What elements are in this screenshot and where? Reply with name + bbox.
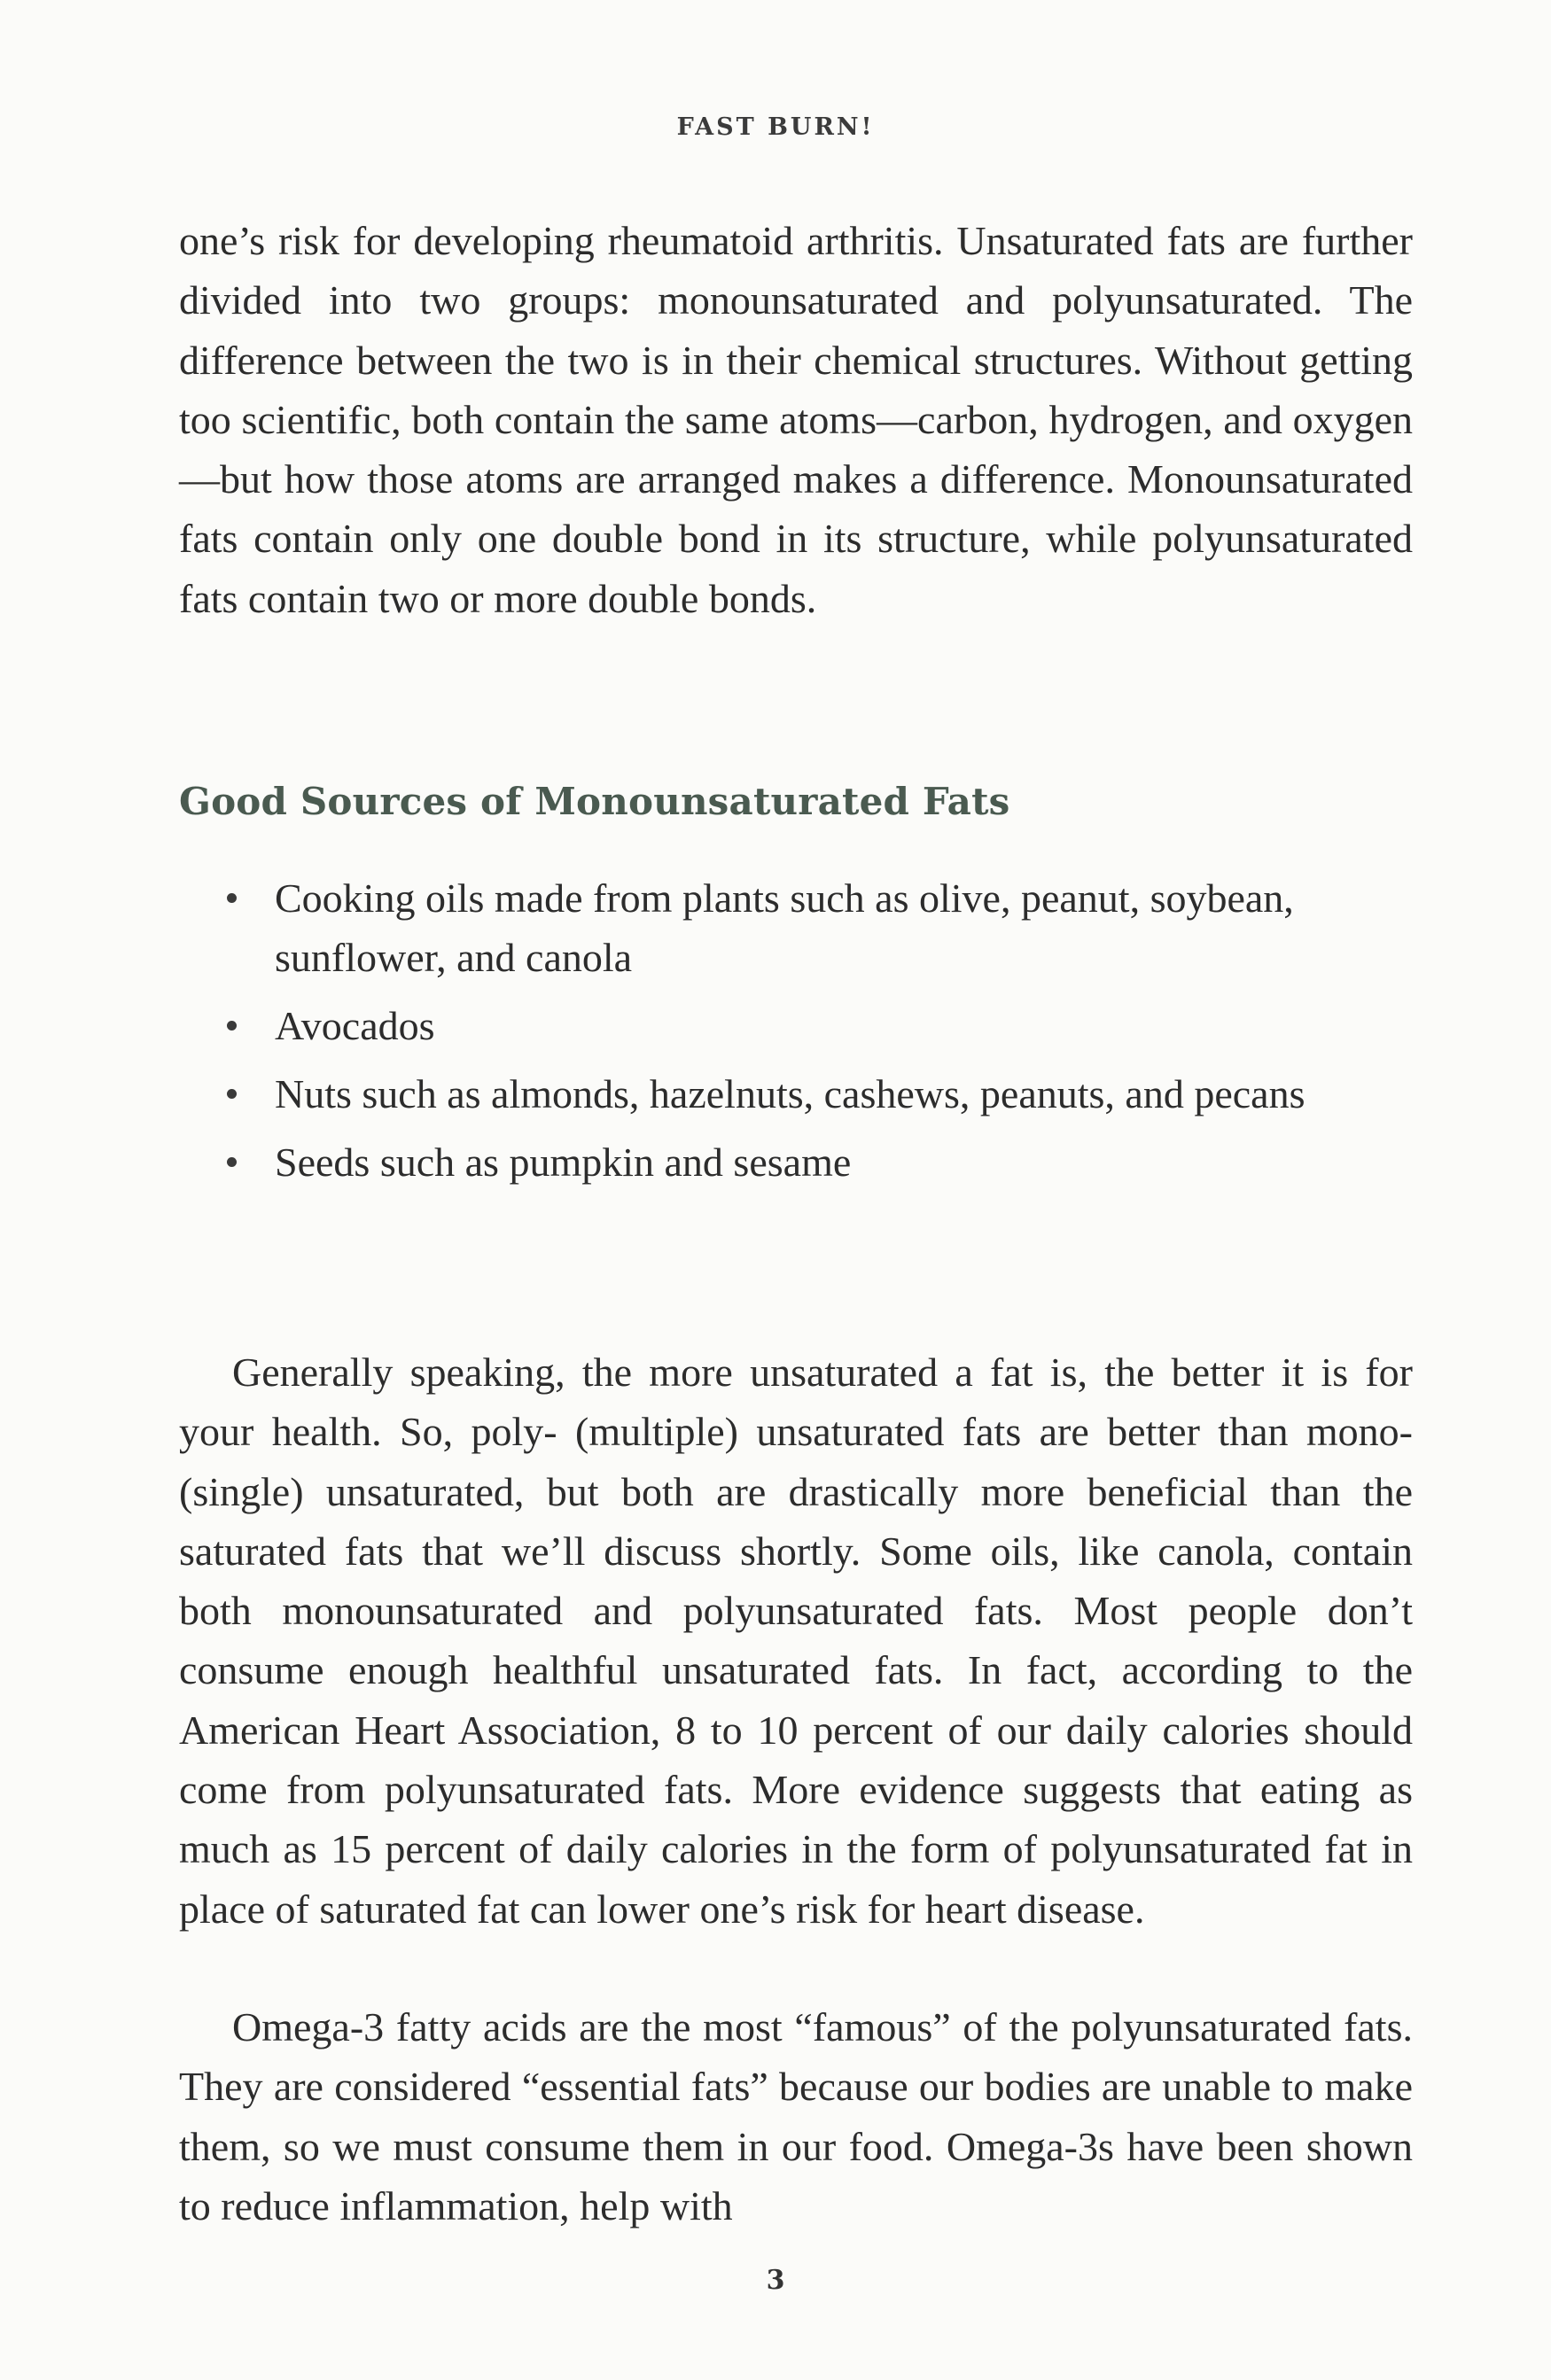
- list-item: [179, 996, 1413, 1055]
- list-item: [179, 868, 1413, 987]
- bullet-icon: [227, 1157, 237, 1167]
- bullet-icon: [227, 893, 237, 903]
- paragraph-2: Generally speaking, the more unsaturated a fat is, the better it is for your health. So, poly- (multiple) unsaturated fats are better than mono- (single) unsaturated, but both are drastically more beneficial than the saturated fats that we’ll discuss shortly. Some oils, like canola, contain both monounsaturated and polyunsaturated fats. Most people don’t consume enough healthful unsaturated fats. In fact, according to the American Heart Association, 8 to 10 percent of our daily calories should come from polyunsaturated fats. More evidence suggests that eating as much as 15 percent of daily calories in the form of polyunsaturated fat in place of saturated fat can lower one’s risk for heart disease.: [179, 1349, 1413, 1932]
- list-item-text: Seeds such as pumpkin and sesame: [275, 1139, 852, 1185]
- bullet-icon: [227, 1089, 237, 1099]
- bullet-icon: [227, 1021, 237, 1031]
- list-item-text: Avocados: [275, 1003, 435, 1048]
- paragraph-1: one’s risk for developing rheumatoid arthritis. Unsaturated fats are further divided into two groups: monounsaturated and polyunsaturated. The difference between the two is in their chemical structures. Without getting too scientific, both contain the same atoms—carbon, hydrogen, and oxygen—but how those atoms are arranged makes a difference. Monounsaturated fats contain only one double bond in its structure, while polyunsaturated fats contain two or more double bonds.: [179, 218, 1413, 621]
- list-item-text: Nuts such as almonds, hazelnuts, cashews, peanuts, and pecans: [275, 1071, 1305, 1116]
- list-item: [179, 1132, 1413, 1192]
- list-item: [179, 1064, 1413, 1124]
- bullet-list: [179, 868, 1413, 1201]
- paragraph-3: Omega-3 fatty acids are the most “famous” of the polyunsaturated fats. They are considered “essential fats” because our bodies are unable to make them, so we must consume them in our food. Omega-3s have been shown to reduce inflammation, help with: [179, 2004, 1413, 2228]
- running-head: FAST BURN!: [676, 113, 875, 141]
- section-heading: Good Sources of Monounsaturated Fats: [179, 780, 1010, 823]
- list-item-text: Cooking oils made from plants such as olive, peanut, soybean, sunflower, and canola: [275, 875, 1294, 980]
- page-number: 3: [766, 2265, 785, 2296]
